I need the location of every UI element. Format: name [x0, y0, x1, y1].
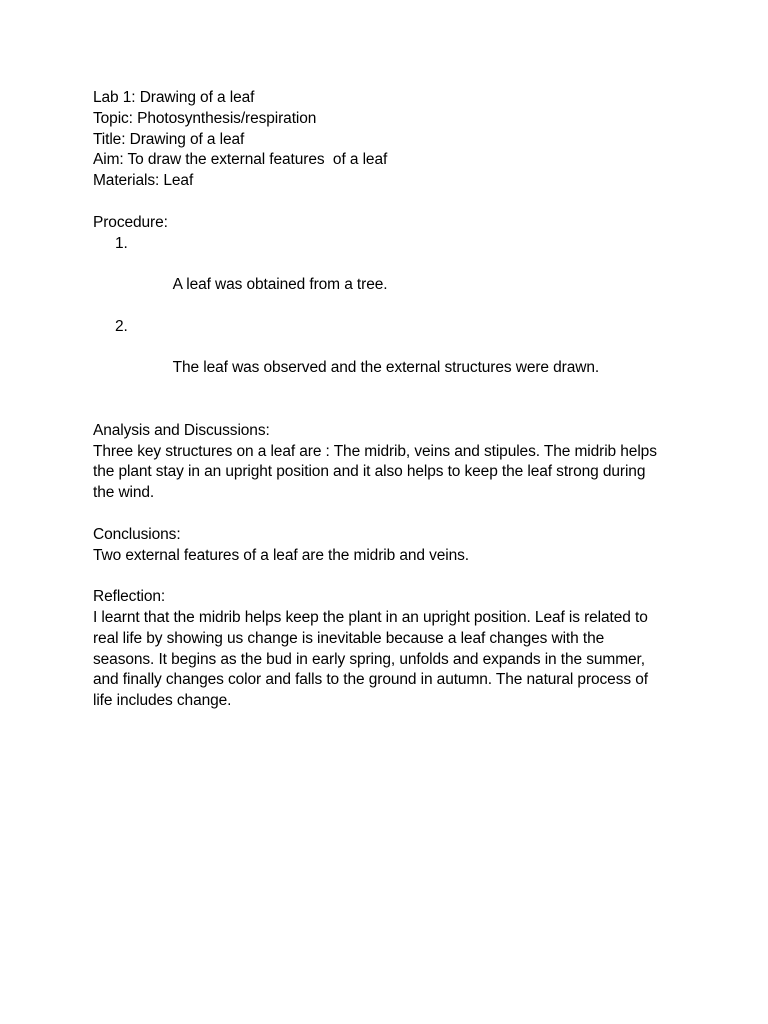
procedure-step [93, 317, 673, 400]
procedure-list [93, 234, 673, 400]
procedure-step [93, 234, 673, 317]
aim-line: Aim: To draw the external features of a leaf [93, 151, 388, 169]
lab-title: Lab 1: Drawing of a leaf [93, 89, 255, 106]
analysis-heading: Analysis and Discussions: [93, 421, 270, 439]
step-number: 1. [115, 234, 128, 252]
title-line: Title: Drawing of a leaf [93, 130, 245, 148]
procedure-heading: Procedure: [93, 213, 168, 231]
reflection-body: I learnt that the midrib helps keep the plant in an upright position. Leaf is related to real life by showing us change is inevitable because a leaf changes with the seasons. It begins as the bud in early spring, unfolds and expands in the summer, and finally changes color and falls to the ground in autumn. The natural process of life includes change. [93, 608, 648, 710]
step-text: A leaf was obtained from a tree. [172, 276, 388, 294]
spacer [93, 192, 673, 213]
step-number: 2. [115, 317, 128, 335]
conclusions-body: Two external features of a leaf are the midrib and veins. [93, 546, 469, 564]
materials-line: Materials: Leaf [93, 172, 194, 190]
step-text: The leaf was observed and the external structures were drawn. [172, 359, 600, 377]
conclusions-heading: Conclusions: [93, 525, 181, 543]
document-content [93, 88, 673, 712]
spacer [93, 504, 673, 525]
spacer [93, 400, 673, 421]
analysis-body: Three key structures on a leaf are : The midrib, veins and stipules. The midrib helps the plant stay in an upright position and it also helps to keep the leaf strong during the wind. [93, 442, 657, 502]
topic-line: Topic: Photosynthesis/respiration [93, 109, 317, 127]
reflection-heading: Reflection: [93, 588, 166, 606]
spacer [93, 566, 673, 587]
